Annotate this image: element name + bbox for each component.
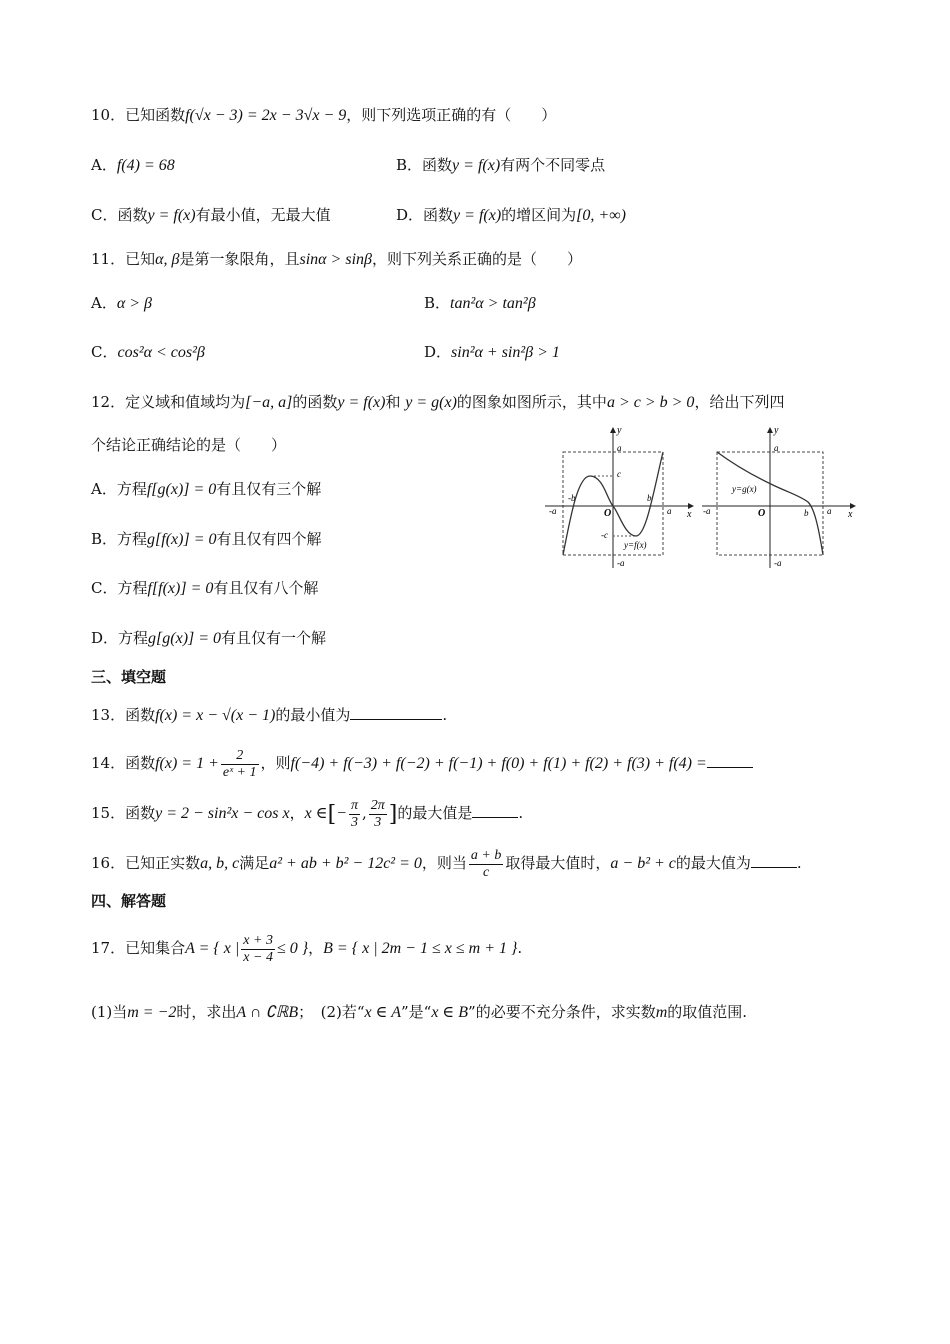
graph-g-b-label: b <box>804 508 809 518</box>
graph-f-x-label: x <box>687 509 692 520</box>
section-3-heading: 三、填空题 <box>91 668 167 686</box>
q15-answer-blank[interactable] <box>472 803 518 818</box>
q10-option-a: A．f(4) = 68 <box>91 156 175 174</box>
q10-option-d: D．函数y = f(x)的增区间为[0, +∞) <box>396 206 626 224</box>
graph-g-x-label: x <box>848 509 853 520</box>
graph-g-y-label: y <box>774 425 779 436</box>
q11-option-c: C．cos²α < cos²β <box>91 343 205 361</box>
q13-answer-blank[interactable] <box>350 705 442 720</box>
q14: 14．函数f(x) = 1 + $\frac{2}{\text{eˣ + 1}}$ ，则f(−4) + f(−3) + f(−2) + f(−1) + f(0) + f(1) + f(2) + f(3) + f(4) = <box>91 745 753 782</box>
graph-g <box>700 424 860 570</box>
q12-stem-line1: 12．定义域和值域均为[−a, a]的函数y = f(x)和 y = g(x)的图象如图所示，其中a > c > b > 0，给出下列四 <box>91 393 785 411</box>
q15: 15．函数y = 2 − sin²x − cos x，x ∈[− $\frac{\pi}{3}$ , $\frac{2\pi}{3}$ ]的最大值是 . <box>91 797 524 830</box>
q11-option-a: A．α > β <box>91 294 153 312</box>
q11-option-b: B．tan²α > tan²β <box>424 294 536 312</box>
q13: 13．函数f(x) = x − √(x − 1)的最小值为 . <box>91 706 448 724</box>
q11-stem: 11．已知α, β是第一象限角，且sinα > sinβ，则下列关系正确的是（ ） <box>91 250 583 268</box>
q10-stem: 10．已知函数f(√x − 3) = 2x − 3√x − 9，则下列选项正确的有（ ） <box>91 106 557 124</box>
q15-fraction-2: $\frac{2\pi}{3}$ <box>370 797 385 830</box>
q17-parts: (1)当m = −2时，求出A ∩ ∁ℝB； (2)若“x ∈ A”是“x ∈ B”的必要不充分条件，求实数m的取值范围. <box>91 1003 748 1021</box>
graph-f-c-label: c <box>617 469 621 479</box>
section-4-heading: 四、解答题 <box>91 892 167 910</box>
graph-g-neg-a-x-label: -a <box>703 506 711 516</box>
q15-fraction-1: $\frac{\pi}{3}$ <box>350 797 358 830</box>
q17-fraction: $\frac{x + 3}{x - 4}$ <box>243 932 273 965</box>
q10-option-c: C．函数y = f(x)有最小值，无最大值 <box>91 206 331 224</box>
graph-g-origin: O <box>758 508 766 519</box>
q14-fraction: $\frac{2}{\text{eˣ + 1}}$ <box>222 747 257 780</box>
q16-answer-blank[interactable] <box>751 853 797 868</box>
q12-stem-line2: 个结论正确结论的是（ ） <box>91 436 287 454</box>
graph-g-curve-label: y=g(x) <box>732 484 757 494</box>
graph-f-y-label: y <box>617 425 622 436</box>
graph-f-neg-a-y-label: -a <box>617 558 625 568</box>
graph-f-origin: O <box>604 508 612 519</box>
q14-answer-blank[interactable] <box>707 753 753 768</box>
graph-f-neg-a-x-label: -a <box>549 506 557 516</box>
graph-f <box>543 424 695 570</box>
q12-option-a: A．方程f[g(x)] = 0有且仅有三个解 <box>91 480 322 498</box>
q12-option-c: C．方程f[f(x)] = 0有且仅有八个解 <box>91 579 319 597</box>
graph-f-neg-c-label: -c <box>601 530 608 540</box>
graph-g-a-x-label: a <box>827 506 832 516</box>
graph-f-a-x-label: a <box>667 506 672 516</box>
graph-g-neg-a-y-label: -a <box>774 558 782 568</box>
q17-stem: 17．已知集合A = { x | $\frac{x + 3}{x - 4}$ ≤ 0 }，B = { x | 2m − 1 ≤ x ≤ m + 1 }. <box>91 932 523 965</box>
graph-f-b-label: b <box>647 493 652 503</box>
q11-option-d: D．sin²α + sin²β > 1 <box>424 343 560 361</box>
q12-option-b: B．方程g[f(x)] = 0有且仅有四个解 <box>91 530 322 548</box>
q12-option-d: D．方程g[g(x)] = 0有且仅有一个解 <box>91 629 327 647</box>
graph-g-a-label: a <box>774 443 779 453</box>
graph-f-a-label: a <box>617 443 622 453</box>
q16: 16．已知正实数a, b, c满足a² + ab + b² − 12c² = 0，则当 $\frac{a + b}{c}$ 取得最大值时，a − b² + c的最大值为 . <box>91 847 802 880</box>
q10-option-b: B．函数y = f(x)有两个不同零点 <box>396 156 606 174</box>
graph-f-curve-label: y=f(x) <box>624 540 647 550</box>
q16-fraction: $\frac{a + b}{c}$ <box>470 847 502 880</box>
graph-f-neg-b-label: -b <box>568 493 576 503</box>
